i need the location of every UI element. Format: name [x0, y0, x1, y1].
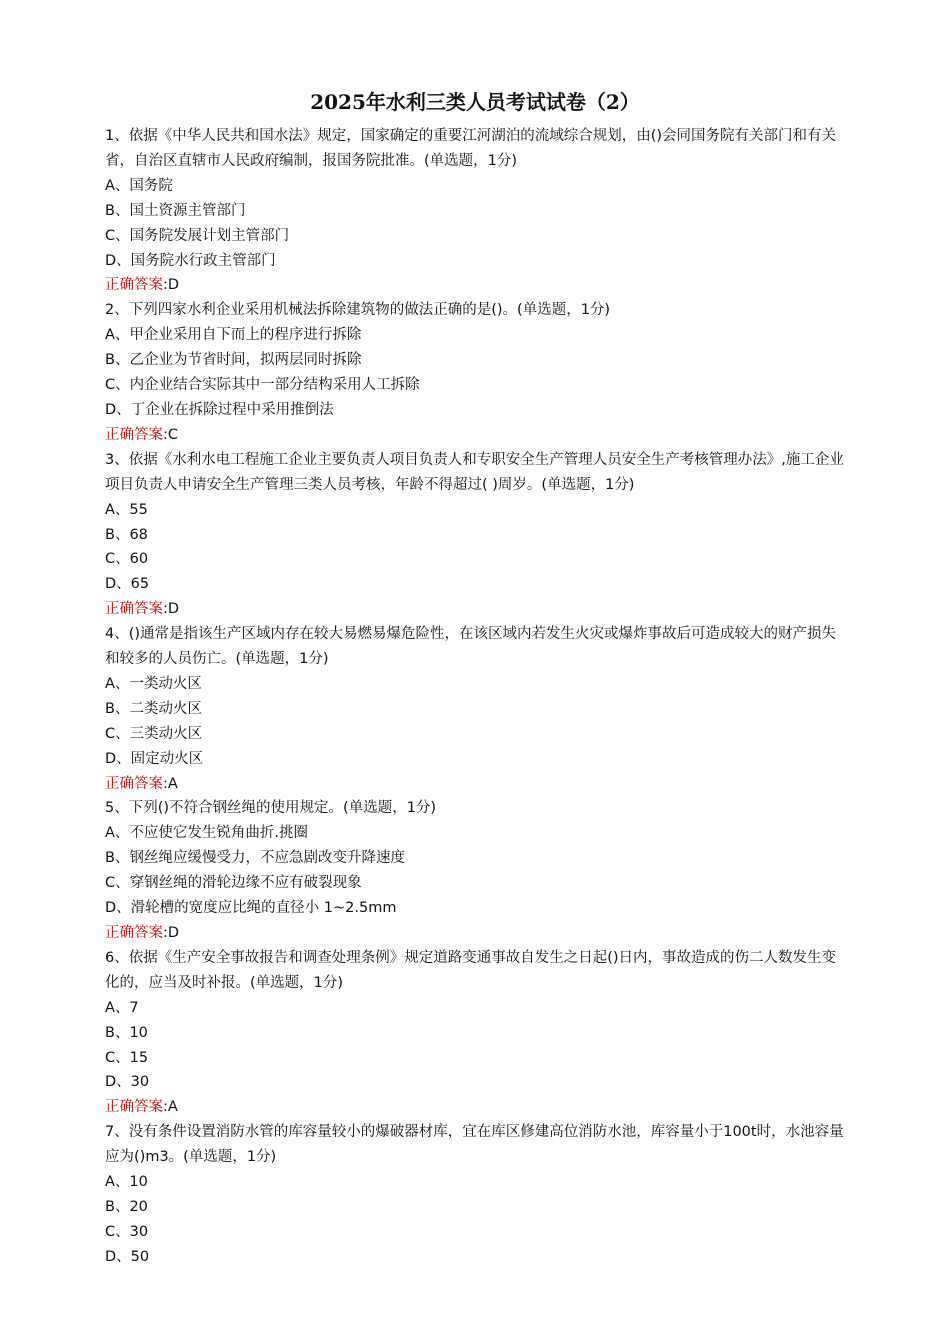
question-block: [105, 124, 850, 298]
correct-answer: [105, 423, 850, 448]
answer-option: B、68: [105, 526, 148, 543]
answer-option: D、国务院水行政主管部门: [105, 252, 276, 269]
correct-answer-label: 正确答案: [105, 925, 163, 941]
answer-option: C、国务院发展计划主管部门: [105, 227, 290, 244]
correct-answer-label: 正确答案: [105, 601, 163, 618]
answer-option: B、20: [105, 1198, 148, 1215]
correct-answer: [105, 921, 850, 946]
answer-option: A、一类动火区: [105, 675, 202, 692]
answer-option: A、7: [105, 999, 139, 1016]
answer-option: C、15: [105, 1049, 149, 1066]
answer-option: D、固定动火区: [105, 750, 204, 767]
question-block: [105, 448, 850, 622]
correct-answer-value: :A: [163, 775, 178, 792]
correct-answer-value: :D: [163, 601, 180, 618]
question-stem: 1、依据《中华人民共和国水法》规定，国家确定的重要江河湖泊的流域综合规划，由()会同国务院有关部门和有关省，自治区直辖市人民政府编制，报国务院批准。(单选题，1分): [105, 128, 837, 169]
answer-option: D、滑轮槽的宽度应比绳的直径小 1~2.5mm: [105, 900, 397, 917]
question-block: [105, 622, 850, 796]
correct-answer: [105, 1095, 850, 1120]
correct-answer-value: :D: [163, 277, 180, 294]
correct-answer-value: :C: [163, 426, 179, 443]
question-stem: 4、()通常是指该生产区域内存在较大易燃易爆危险性，在该区域内若发生火灾或爆炸事故后可造成较大的财产损失和较多的人员伤亡。(单选题，1分): [105, 626, 837, 668]
answer-option: C、60: [105, 551, 149, 568]
question-block: [105, 796, 850, 945]
answer-option: A、国务院: [105, 177, 173, 194]
question-stem: 2、下列四家水利企业采用机械法拆除建筑物的做法正确的是()。(单选题，1分): [105, 302, 611, 319]
answer-option: B、国土资源主管部门: [105, 202, 246, 219]
correct-answer: [105, 597, 850, 622]
correct-answer-label: 正确答案: [105, 1099, 163, 1116]
correct-answer-label: 正确答案: [105, 775, 163, 792]
answer-option: B、10: [105, 1024, 148, 1041]
answer-option: D、65: [105, 576, 150, 593]
question-stem: 6、依据《生产安全事故报告和调查处理条例》规定道路变通事故自发生之日起()日内，事故造成的伤二人数发生变化的，应当及时补报。(单选题，1分): [105, 949, 837, 991]
answer-option: D、丁企业在拆除过程中采用推倒法: [105, 401, 334, 418]
answer-option: A、55: [105, 501, 148, 518]
correct-answer: [105, 772, 850, 797]
answer-option: A、不应使它发生锐角曲折.挑圈: [105, 825, 309, 842]
correct-answer-value: :A: [163, 1099, 178, 1116]
answer-option: C、穿钢丝绳的滑轮边缘不应有破裂现象: [105, 875, 362, 892]
question-list: [105, 124, 850, 1270]
question-block: [105, 946, 850, 1120]
correct-answer: [105, 273, 850, 298]
question-block: [105, 298, 850, 447]
question-stem: 7、没有条件设置消防水管的库容量较小的爆破器材库，宜在库区修建高位消防水池，库容量小于100t时，水池容量应为()m3。(单选题，1分): [105, 1124, 844, 1166]
answer-option: A、甲企业采用自下而上的程序进行拆除: [105, 327, 362, 344]
correct-answer-label: 正确答案: [105, 426, 163, 443]
answer-option: D、50: [105, 1248, 150, 1265]
answer-option: C、30: [105, 1223, 149, 1240]
correct-answer-value: :D: [163, 925, 180, 941]
answer-option: A、10: [105, 1174, 148, 1191]
question-block: [105, 1120, 850, 1269]
answer-option: B、二类动火区: [105, 700, 202, 717]
answer-option: C、三类动火区: [105, 725, 203, 742]
question-stem: 3、依据《水利水电工程施工企业主要负责人项目负责人和专职安全生产管理人员安全生产考核管理办法》,施工企业项目负责人申请安全生产管理三类人员考核，年龄不得超过( )周岁。(单选题，1分): [105, 451, 844, 493]
answer-option: D、30: [105, 1074, 150, 1091]
question-stem: 5、下列()不符合钢丝绳的使用规定。(单选题，1分): [105, 800, 437, 817]
page-title: 2025年水利三类人员考试试卷（2）: [310, 90, 640, 114]
answer-option: C、内企业结合实际其中一部分结构采用人工拆除: [105, 377, 420, 394]
answer-option: B、乙企业为节省时间，拟两层同时拆除: [105, 352, 362, 369]
correct-answer-label: 正确答案: [105, 277, 163, 294]
answer-option: B、钢丝绳应缓慢受力，不应急剧改变升降速度: [105, 850, 405, 867]
